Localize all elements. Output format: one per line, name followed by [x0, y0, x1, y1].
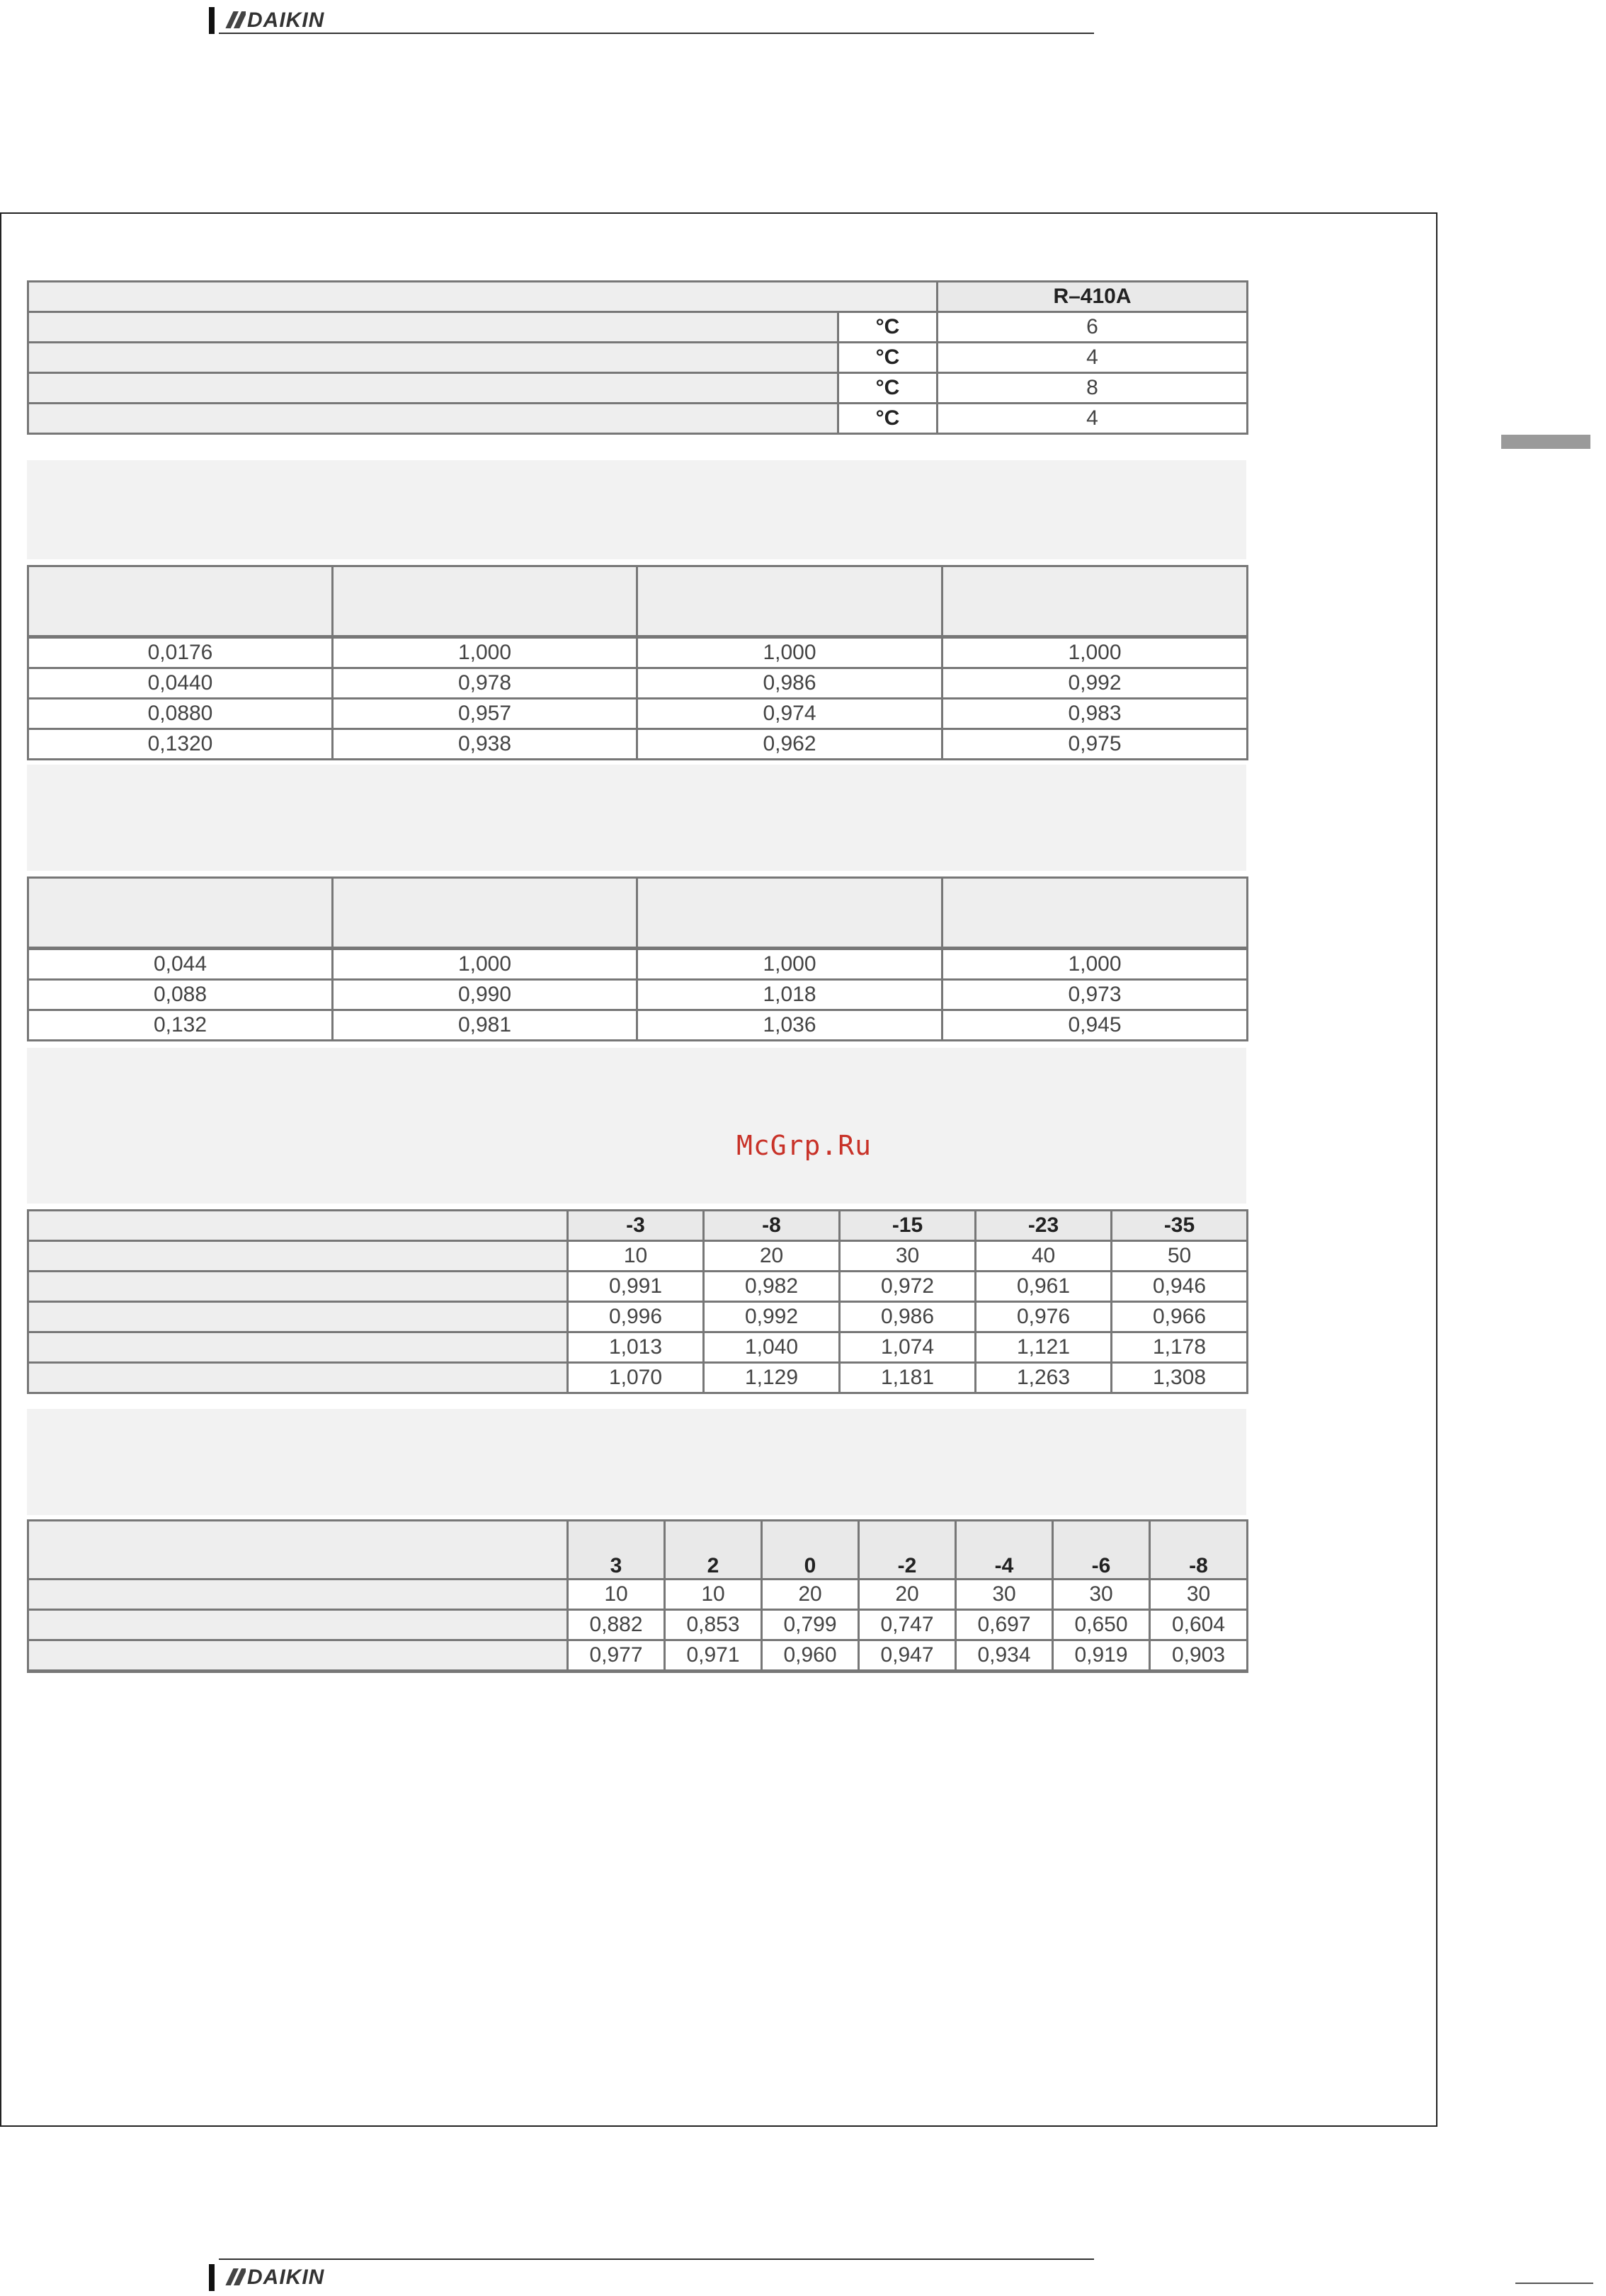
- table-cell: 0,992: [942, 668, 1248, 699]
- table-header-row: [28, 878, 1248, 949]
- table-cell: 20: [762, 1580, 859, 1610]
- table-cell: 0,962: [637, 729, 942, 760]
- table-row: [28, 343, 1248, 373]
- table-cell: 30: [1150, 1580, 1248, 1610]
- row-label-cell: [28, 404, 838, 434]
- table-cell: 0,996: [568, 1302, 704, 1332]
- table-cell: 0,1320: [28, 729, 333, 760]
- table-cell: 30: [956, 1580, 1053, 1610]
- row-label-cell: [28, 343, 838, 373]
- table-row: [28, 1610, 1248, 1640]
- table-row: [28, 1640, 1248, 1672]
- table-cell: 0,604: [1150, 1610, 1248, 1640]
- table-cell: 0,946: [1112, 1272, 1248, 1302]
- table-cell: 0,934: [956, 1640, 1053, 1672]
- table-cell: 0,974: [637, 699, 942, 729]
- table-row: [28, 980, 1248, 1010]
- table-cell: 0,961: [976, 1272, 1112, 1302]
- table-cell: 0,882: [568, 1610, 665, 1640]
- table-cell: 0,747: [859, 1610, 956, 1640]
- table-cell: 0,947: [859, 1640, 956, 1672]
- table-cell: 0,976: [976, 1302, 1112, 1332]
- table-cell: 10: [665, 1580, 762, 1610]
- column-header-cell: -23: [976, 1211, 1112, 1241]
- table-cell: 1,000: [333, 949, 637, 980]
- unit-cell: °C: [838, 404, 938, 434]
- column-header-cell: [637, 878, 942, 949]
- column-header-cell: [28, 878, 333, 949]
- table-cell: 0,0880: [28, 699, 333, 729]
- unit-cell: °C: [838, 373, 938, 404]
- table-cell: 0,986: [637, 668, 942, 699]
- row-label-cell: [28, 1302, 568, 1332]
- column-header-cell: [637, 566, 942, 637]
- table-row: [28, 1010, 1248, 1041]
- correction-factor-table-2: [27, 876, 1248, 1041]
- refrigerant-header: R–410A: [938, 282, 1248, 312]
- table-row: [28, 1363, 1248, 1393]
- table-row: [28, 1302, 1248, 1332]
- table-cell: 1,121: [976, 1332, 1112, 1363]
- column-header-cell: -8: [704, 1211, 840, 1241]
- row-label-cell: [28, 312, 838, 343]
- table-cell: 0,044: [28, 949, 333, 980]
- column-header-cell: -4: [956, 1521, 1053, 1580]
- header-rule: [219, 33, 1094, 34]
- refrigerant-temperature-table: [27, 280, 1248, 435]
- table-cell: 1,178: [1112, 1332, 1248, 1363]
- table-cell: 0,983: [942, 699, 1248, 729]
- table-cell: 0,853: [665, 1610, 762, 1640]
- correction-factor-table-1: [27, 565, 1248, 760]
- table-header-row: [28, 1211, 1248, 1241]
- table-cell: 0,972: [840, 1272, 976, 1302]
- table-cell: 1,308: [1112, 1363, 1248, 1393]
- table-cell: 1,074: [840, 1332, 976, 1363]
- table-cell: 1,181: [840, 1363, 976, 1393]
- table-cell: 1,040: [704, 1332, 840, 1363]
- column-header-cell: [942, 566, 1248, 637]
- column-header-cell: 0: [762, 1521, 859, 1580]
- section-shade-2: [27, 765, 1246, 871]
- table-cell: 0,957: [333, 699, 637, 729]
- table-cell: 10: [568, 1580, 665, 1610]
- row-label-cell: [28, 1640, 568, 1672]
- value-cell: 6: [938, 312, 1248, 343]
- table-cell: 10: [568, 1241, 704, 1272]
- column-header-cell: [333, 878, 637, 949]
- table-cell: 0,919: [1053, 1640, 1150, 1672]
- table-cell: 0,088: [28, 980, 333, 1010]
- evaporating-temperature-table: [27, 1209, 1248, 1394]
- unit-cell: °C: [838, 343, 938, 373]
- table-cell: 1,036: [637, 1010, 942, 1041]
- table-cell: 1,070: [568, 1363, 704, 1393]
- column-header-cell: -35: [1112, 1211, 1248, 1241]
- value-cell: 8: [938, 373, 1248, 404]
- table-cell: 40: [976, 1241, 1112, 1272]
- table-row: [28, 1241, 1248, 1272]
- column-header-cell: [942, 878, 1248, 949]
- table-row: [28, 637, 1248, 668]
- table-row: [28, 668, 1248, 699]
- table-header-blank: [28, 282, 938, 312]
- table-cell: 1,000: [942, 949, 1248, 980]
- column-header-cell: -2: [859, 1521, 956, 1580]
- table-header-row: [28, 566, 1248, 637]
- table-cell: 1,000: [637, 637, 942, 668]
- section-shade-4: [27, 1409, 1246, 1515]
- table-row: [28, 1332, 1248, 1363]
- footer-side-rule: [1515, 2283, 1593, 2284]
- column-header-cell: 3: [568, 1521, 665, 1580]
- table-cell: 0,975: [942, 729, 1248, 760]
- table-cell: 1,000: [942, 637, 1248, 668]
- header-mark: [209, 7, 215, 34]
- table-row: [28, 312, 1248, 343]
- page-header: [209, 7, 1094, 35]
- table-cell: 0,132: [28, 1010, 333, 1041]
- table-cell: 0,960: [762, 1640, 859, 1672]
- table-cell: 1,263: [976, 1363, 1112, 1393]
- table-row: [28, 1580, 1248, 1610]
- footer-rule: [219, 2258, 1094, 2260]
- table-cell: 0,697: [956, 1610, 1053, 1640]
- daikin-logo-icon: [224, 2268, 246, 2285]
- value-cell: 4: [938, 343, 1248, 373]
- table-cell: 0,0440: [28, 668, 333, 699]
- table-cell: 0,992: [704, 1302, 840, 1332]
- column-header-cell: [333, 566, 637, 637]
- table-cell: 20: [704, 1241, 840, 1272]
- column-header-cell: -8: [1150, 1521, 1248, 1580]
- table-cell: 0,938: [333, 729, 637, 760]
- table-cell: 0,981: [333, 1010, 637, 1041]
- table-cell: 1,129: [704, 1363, 840, 1393]
- table-cell: 1,000: [637, 949, 942, 980]
- table-cell: 0,991: [568, 1272, 704, 1302]
- row-label-cell: [28, 1332, 568, 1363]
- table-cell: 0,986: [840, 1302, 976, 1332]
- table-cell: 0,973: [942, 980, 1248, 1010]
- table-cell: 0,945: [942, 1010, 1248, 1041]
- table-cell: 0,982: [704, 1272, 840, 1302]
- table-row: [28, 949, 1248, 980]
- column-header-cell: -6: [1053, 1521, 1150, 1580]
- page-footer: [209, 2258, 1094, 2287]
- table-cell: 20: [859, 1580, 956, 1610]
- table-cell: 0,977: [568, 1640, 665, 1672]
- table-header-row: [28, 1521, 1248, 1580]
- table-cell: 0,0176: [28, 637, 333, 668]
- row-label-cell: [28, 1521, 568, 1580]
- value-cell: 4: [938, 404, 1248, 434]
- table-row: [28, 404, 1248, 434]
- unit-cell: °C: [838, 312, 938, 343]
- table-cell: 0,650: [1053, 1610, 1150, 1640]
- row-label-cell: [28, 1211, 568, 1241]
- row-label-cell: [28, 1272, 568, 1302]
- footer-mark: [209, 2264, 215, 2291]
- column-header-cell: -15: [840, 1211, 976, 1241]
- table-row: [28, 699, 1248, 729]
- table-row: [28, 1272, 1248, 1302]
- row-label-cell: [28, 1241, 568, 1272]
- table-row: [28, 729, 1248, 760]
- column-header-cell: -3: [568, 1211, 704, 1241]
- table-cell: 0,990: [333, 980, 637, 1010]
- side-tab-marker: [1501, 435, 1590, 449]
- brand-name: DAIKIN: [247, 8, 325, 32]
- condensing-temperature-table: [27, 1519, 1248, 1673]
- watermark-text: McGrp.Ru: [736, 1130, 872, 1161]
- daikin-logo-icon: [224, 11, 246, 28]
- daikin-logo: [224, 8, 324, 33]
- table-cell: 0,978: [333, 668, 637, 699]
- row-label-cell: [28, 1580, 568, 1610]
- column-header-cell: [28, 566, 333, 637]
- table-cell: 1,013: [568, 1332, 704, 1363]
- table-cell: 30: [840, 1241, 976, 1272]
- row-label-cell: [28, 373, 838, 404]
- table-cell: 0,799: [762, 1610, 859, 1640]
- daikin-logo-footer: [224, 2266, 324, 2290]
- table-cell: 50: [1112, 1241, 1248, 1272]
- row-label-cell: [28, 1610, 568, 1640]
- table-row: [28, 373, 1248, 404]
- row-label-cell: [28, 1363, 568, 1393]
- table-cell: 1,000: [333, 637, 637, 668]
- table-cell: 0,971: [665, 1640, 762, 1672]
- section-shade-3: [27, 1048, 1246, 1204]
- table-cell: 0,966: [1112, 1302, 1248, 1332]
- brand-name: DAIKIN: [247, 2266, 325, 2289]
- column-header-cell: 2: [665, 1521, 762, 1580]
- section-shade-1: [27, 460, 1246, 559]
- table-cell: 1,018: [637, 980, 942, 1010]
- table-cell: 30: [1053, 1580, 1150, 1610]
- table-cell: 0,903: [1150, 1640, 1248, 1672]
- table-row: [28, 282, 1248, 312]
